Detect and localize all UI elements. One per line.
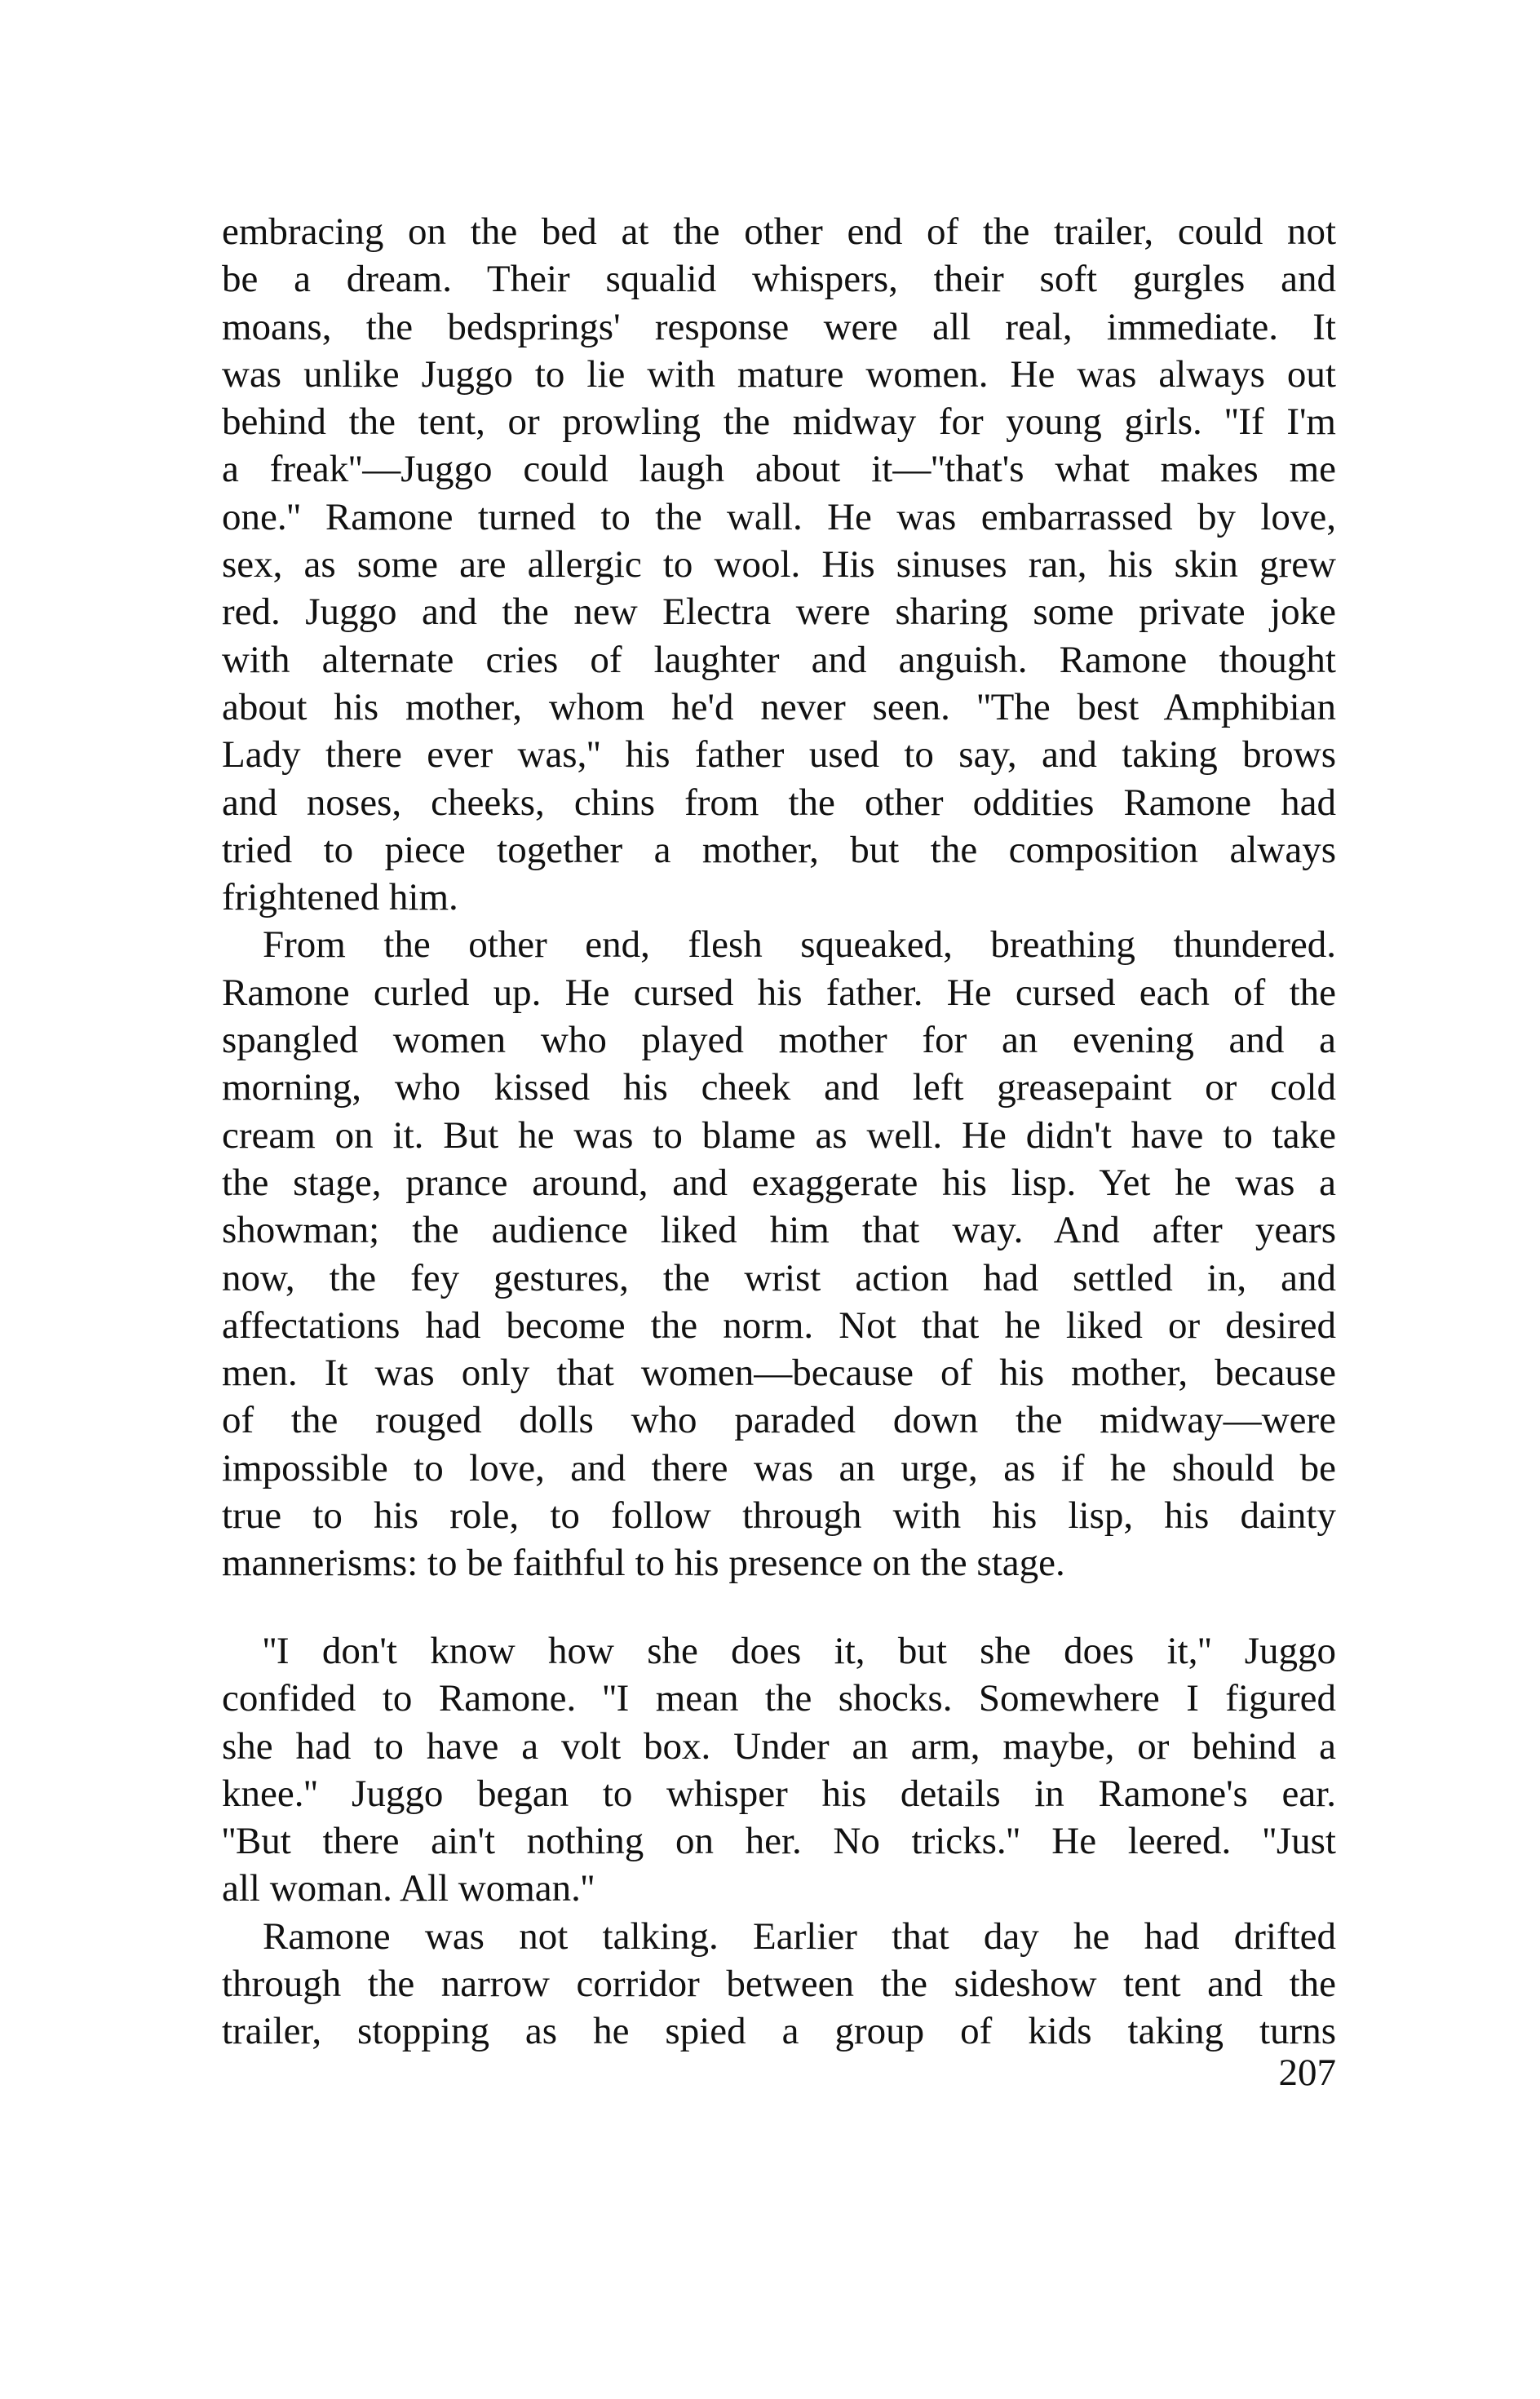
text-line: behind the tent, or prowling the midway for young girls. ''If I'm (222, 401, 1336, 444)
text-line: ''I don't know how she does it, but she does it,'' Juggo (263, 1630, 1336, 1672)
text-line: knee.'' Juggo began to whisper his details in Ramone's ear. (222, 1772, 1336, 1815)
text-line: trailer, stopping as he spied a group of kids taking turns (222, 2010, 1336, 2053)
text-line: From the other end, flesh squeaked, breathing thundered. (263, 923, 1336, 967)
text-line: embracing on the bed at the other end of the trailer, could not (222, 210, 1336, 253)
text-line: about his mother, whom he'd never seen. ''The best Amphibian (222, 685, 1336, 728)
text-line: cream on it. But he was to blame as well. He didn't have to take (222, 1113, 1336, 1157)
body-text-section-1 (222, 208, 1336, 1587)
text-line: Ramone curled up. He cursed his father. He cursed each of the (222, 971, 1336, 1014)
text-line: frightened him. (222, 876, 458, 919)
body-text-section-2 (222, 1627, 1336, 2056)
text-line: red. Juggo and the new Electra were sharing some private joke (222, 591, 1336, 634)
text-line: moans, the bedsprings' response were all real, immediate. It (222, 305, 1336, 348)
text-line: showman; the audience liked him that way. And after years (222, 1209, 1336, 1252)
text-line: a freak''—Juggo could laugh about it—''that's what makes me (222, 448, 1336, 491)
text-line: ''But there ain't nothing on her. No tricks.'' He leered. ''Just (222, 1820, 1336, 1863)
text-line: now, the fey gestures, the wrist action had settled in, and (222, 1256, 1336, 1299)
text-line: morning, who kissed his cheek and left greasepaint or cold (222, 1066, 1336, 1109)
text-line: spangled women who played mother for an evening and a (222, 1019, 1336, 1062)
text-line: sex, as some are allergic to wool. His sinuses ran, his skin grew (222, 543, 1336, 586)
text-line: impossible to love, and there was an urge, as if he should be (222, 1446, 1336, 1489)
text-line: through the narrow corridor between the sideshow tent and the (222, 1963, 1336, 2006)
text-line: she had to have a volt box. Under an arm, maybe, or behind a (222, 1724, 1336, 1768)
text-line: with alternate cries of laughter and anguish. Ramone thought (222, 638, 1336, 681)
text-line: one.'' Ramone turned to the wall. He was embarrassed by love, (222, 495, 1336, 538)
page-number: 207 (1278, 2052, 1336, 2094)
text-line: all woman. All woman.'' (222, 1867, 595, 1910)
text-line: of the rouged dolls who paraded down the midway—were (222, 1399, 1336, 1442)
text-line: Ramone was not talking. Earlier that day he had drifted (263, 1914, 1336, 1958)
text-line: the stage, prance around, and exaggerate his lisp. Yet he was a (222, 1161, 1336, 1204)
text-line: true to his role, to follow through with his lisp, his dainty (222, 1494, 1336, 1538)
text-line: Lady there ever was,'' his father used to say, and taking brows (222, 733, 1336, 777)
text-line: affectations had become the norm. Not that he liked or desired (222, 1304, 1336, 1347)
text-line: men. It was only that women—because of his mother, because (222, 1352, 1336, 1395)
text-line: tried to piece together a mother, but the composition always (222, 828, 1336, 871)
text-line: and noses, cheeks, chins from the other oddities Ramone had (222, 781, 1336, 824)
text-line: confided to Ramone. ''I mean the shocks. Somewhere I figured (222, 1677, 1336, 1720)
text-line: was unlike Juggo to lie with mature women. He was always out (222, 352, 1336, 396)
text-line: mannerisms: to be faithful to his presence on the stage. (222, 1542, 1065, 1585)
text-line: be a dream. Their squalid whispers, their soft gurgles and (222, 258, 1336, 301)
